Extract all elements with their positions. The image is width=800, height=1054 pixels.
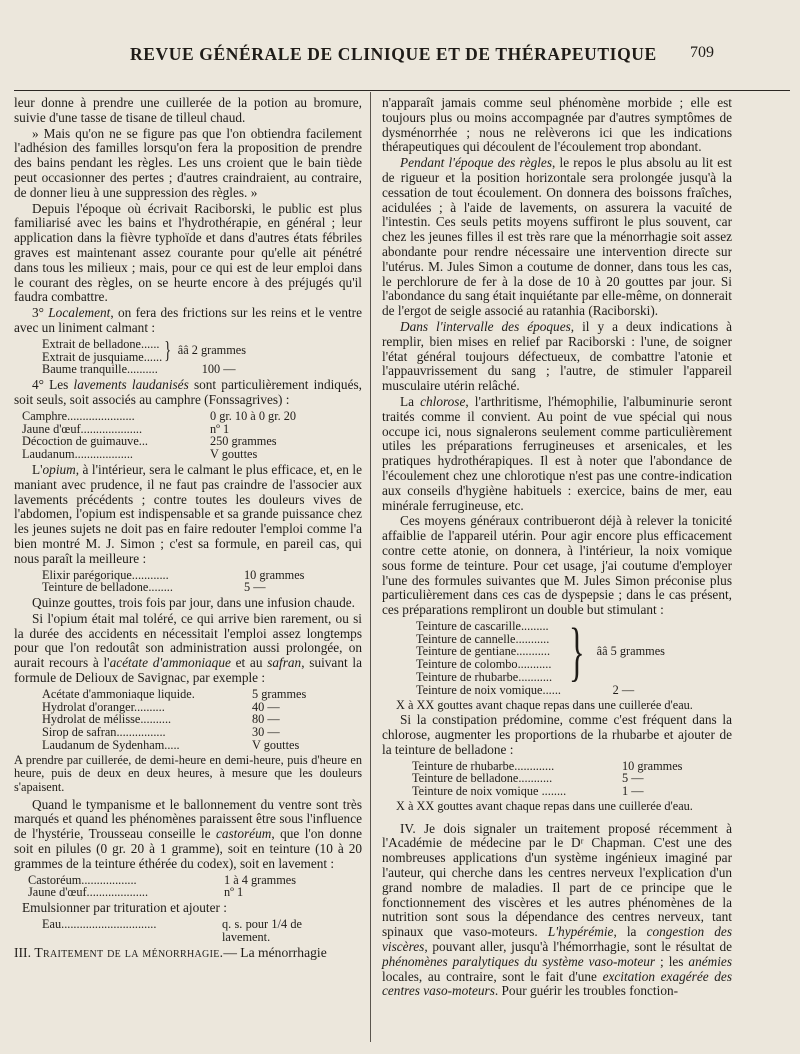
rx-item: Laudanum de Sydenham..... [42, 738, 180, 753]
rx-dose: V gouttes [252, 738, 300, 753]
prescription-opium [42, 569, 304, 595]
rx-item: Teinture de belladone........ [42, 580, 173, 595]
prescription-castoreum [28, 874, 296, 900]
rx-item: Extrait de jusquiame...... [42, 349, 163, 364]
column-divider [370, 92, 371, 1042]
prescription-acetate [42, 688, 306, 752]
rx-dose: 5 — [622, 771, 644, 786]
running-header [0, 40, 800, 72]
rx-item: Jaune d'œuf.................... [22, 421, 143, 436]
rx-item: Camphre...................... [22, 408, 135, 423]
rx-item: Décoction de guimauve... [22, 434, 149, 449]
rx-dose: 10 grammes [622, 758, 683, 773]
paragraph: Dans l'intervalle des époques, il y a deux indications à remplir, bien mises en relief par Raciborski : l'une, de soigner l'état général toujours défectueux, de combattre l'atonie et l'appauvrissement du sang ; l'autre, de stimuler l'appareil musculaire utérin relâché. [382, 318, 732, 394]
rx-item: Eau............................... [42, 917, 157, 932]
rx-dose: q. s. pour 1/4 de lavement. [222, 917, 302, 944]
rx-item: Elixir parégorique............ [42, 567, 169, 582]
rx-item: Hydrolat de mélisse.......... [42, 712, 172, 727]
rx-dose: 10 grammes [244, 567, 305, 582]
rx-note: X à XX gouttes avant chaque repas dans une cuillerée d'eau. [396, 697, 693, 712]
rx-item: Hydrolat d'oranger.......... [42, 699, 165, 714]
page-number: 709 [690, 44, 714, 61]
prescription-lavement [22, 410, 296, 461]
paragraph: La chlorose, l'arthritisme, l'hémophilie, l'albuminurie seront traités comme il convient. Au point de vue spécial qui nous occupe ici, nous signalerons seulement comme particulièrement utiles les préparations ferrugineuses et arsenicales, et les pratiques hydrothérapiques. Il est à noter que l'abondance de l'écoulement chez une chlorotique n'est pas une contre-indication aux conseils d'hygiène habituels : exercice, bains de mer, eau minérale ferrugineuse, etc. [382, 393, 732, 513]
rx-item: Teinture de colombo........... [416, 657, 552, 672]
rx-dose: 30 — [252, 725, 280, 740]
rx-item: Teinture de rhubarbe........... [416, 670, 553, 685]
rx-item: Teinture de noix vomique...... [416, 682, 561, 697]
rx-item: Teinture de gentiane........... [416, 644, 551, 659]
rx-item: Teinture de rhubarbe............. [412, 758, 555, 773]
prescription-teintures: Teinture de cascarille......... } ââ 5 grammes Teinture de cannelle........... Teinture de gentiane........... Teinture de colombo........... Teinture de rhubarbe........... Teinture de noix vomique...... 2 — [416, 614, 665, 697]
rx-item: Castoréum.................. [28, 872, 137, 887]
paragraph: Si la constipation prédomine, comme c'est fréquent dans la chlorose, augmenter les proportions de la rhubarbe et ajouter de la teinture de belladone : [382, 712, 732, 757]
paragraph: Ces moyens généraux contribueront déjà à relever la tonicité affaiblie de l'appareil utérin. Pour agir encore plus efficacement contre cette atonie, on donnera, à l'intérieur, la noix vomique sous forme de teinture. Pour cet usage, j'ai coutume d'employer l'une des formules suivantes que M. Jules Simon préconise plus particulièrement dans ces cas de dyspepsie ; dans le cas présent, ces préparations rempliront un double but stimulant : [382, 513, 732, 618]
rx-dose: 40 — [252, 699, 280, 714]
rx-dose: 100 — [201, 362, 236, 377]
paragraph: leur donne à prendre une cuillerée de la potion au bromure, suivie d'une tasse de tisane de tilleul chaud. [14, 95, 362, 125]
rx-item: Teinture de cannelle........... [416, 631, 550, 646]
rx-item: Teinture de cascarille......... [416, 618, 549, 633]
rx-item: Baume tranquille.......... [42, 362, 158, 377]
paragraph: Quand le tympanisme et le ballonnement du ventre sont très marqués et quand les phénomènes paraissent être sous l'influence de l'hystérie, Trousseau conseille le castoréum, que l'on donne soit en pilules (0 gr. 20 à 1 gramme), soit en teinture (10 à 20 grammes de la teinture éthérée du codex), soit en lavement : [14, 796, 362, 871]
header-rule [14, 90, 790, 91]
paragraph: Si l'opium était mal toléré, ce qui arrive bien rarement, ou si la durée des accidents en nécessitait l'emploi assez longtemps pour que l'on redoutât son administration aussi prolongée, on aurait recours à l'acétate d'ammoniaque et au safran, suivant la formule de Delioux de Savignac, par exemple : [14, 610, 362, 686]
paragraph: Depuis l'époque où écrivait Raciborski, le public est plus familiarisé avec les bains et l'hydrothérapie, en général ; leur application dans la fièvre typhoïde et dans d'autres états fébriles graves est maintenant assez courante pour qu'elle ait pénétré dans tous les milieux ; mais, pour ce qui est de leur emploi dans le courant des règles, on se heurte encore à des préjugés qu'il faudra combattre. [14, 200, 362, 305]
paragraph: IV. Je dois signaler un traitement proposé récemment à l'Académie de médecine par le Dʳ Chapman. C'est une des nombreuses applications d'un système ingénieux imaginé par l'auteur, qui cherche dans les centres nerveux l'explication d'un grand nombre de maladies. Il part de ce principe que le fonctionnement des viscères et les autres phénomènes de la nutrition sont sous la dépendance des centres nerveux, tant spinaux que vaso-moteurs. L'hypérémie, la congestion des viscères, pouvant aller, jusqu'à l'hémorrhagie, sont le résultat de phénomènes paralytiques du système vaso-moteur ; les anémies locales, au contraire, sont le fait d'une excitation exagérée des centres vaso-moteurs. Pour guérir les troubles fonction- [382, 820, 732, 999]
rx-item: Teinture de belladone........... [412, 771, 553, 786]
rx-dose: nº 1 [210, 421, 230, 436]
rx-dose: V gouttes [210, 447, 258, 462]
prescription-eau [42, 918, 302, 944]
prescription-rhubarbe [412, 760, 682, 798]
paragraph: Emulsionner par trituration et ajouter : [22, 900, 227, 916]
rx-dose: nº 1 [224, 885, 244, 900]
rx-item: Acétate d'ammoniaque liquide. [42, 686, 195, 701]
paragraph: A prendre par cuillerée, de demi-heure en demi-heure, puis d'heure en heure, puis de deux en deux heures, à mesure que les douleurs s'apaisent. [14, 752, 362, 795]
rx-note: X à XX gouttes avant chaque repas dans une cuillerée d'eau. [396, 799, 693, 814]
right-column [382, 96, 732, 1000]
paragraph: 3° Localement, on fera des frictions sur les reins et le ventre avec un liniment calmant : [14, 305, 363, 335]
rx-dose: 2 — [612, 682, 635, 697]
paragraph: » Mais qu'on ne se figure pas que l'on obtiendra facilement l'adhésion des familles lorsqu'on fera la proposition de prendre des bains pendant les règles. Les uns croient que le bain tiède peut occasionner des pertes ; d'autres craindraient, au contraire, de donner lieu à une suppression des règles. » [14, 125, 362, 200]
rx-dose: 1 à 4 grammes [224, 872, 297, 887]
rx-item: Sirop de safran................ [42, 725, 166, 740]
rx-item: Jaune d'œuf.................... [28, 885, 149, 900]
prescription-liniment: Extrait de belladone...... } ââ 2 grammes Extrait de jusquiame...... Baume tranquille.......... 100 — [42, 336, 247, 377]
left-column [14, 96, 362, 961]
rx-dose: 1 — [622, 784, 644, 799]
paragraph: L'opium, à l'intérieur, sera le calmant le plus efficace, et, en le maniant avec prudence, il ne faut pas craindre de l'associer aux lavements précédents ; contre toutes les douleurs vives de l'abdomen, l'opium est indispensable et sa grande puissance chez les jeunes sujets ne doit pas en faire redouter l'emploi comme l'a bien montré M. J. Simon ; c'est sa formule, en pareil cas, qui nous paraît la meilleure : [14, 461, 362, 566]
rx-dose: 5 grammes [252, 686, 307, 701]
rx-dose: 0 gr. 10 à 0 gr. 20 [210, 408, 297, 423]
journal-title: REVUE GÉNÉRALE DE CLINIQUE ET DE THÉRAPEUTIQUE [130, 44, 657, 64]
rx-dose: 80 — [252, 712, 280, 727]
rx-dose: ââ 5 grammes [596, 644, 665, 659]
paragraph: Quinze gouttes, trois fois par jour, dans une infusion chaude. [32, 595, 355, 611]
rx-item: Teinture de noix vomique ........ [412, 784, 567, 799]
paragraph: 4° Les lavements laudanisés sont particulièrement indiqués, soit seuls, soit associés au camphre (Fonssagrives) : [14, 377, 362, 407]
rx-item: Laudanum................... [22, 447, 133, 462]
section-heading: III. Traitement de la ménorrhagie.— La ménorrhagie [14, 944, 327, 960]
paragraph: n'apparaît jamais comme seul phénomène morbide ; elle est toujours plus ou moins accompagnée par d'autres symptômes de dysménorrhée ; nous ne relèverons ici que les indications thérapeutiques qui découlent de l'écoulement trop abondant. [382, 95, 732, 155]
rx-dose: 250 grammes [210, 434, 277, 449]
rx-item: Extrait de belladone...... [42, 336, 160, 351]
paragraph: Pendant l'époque des règles, le repos le plus absolu au lit est de rigueur et la position horizontale sera prolongée jusqu'à la cessation de tout écoulement. On donnera des boissons fraîches, acidulées ; à l'aide de lavements, on assurera la vacuité de l'intestin. Ces seuls petits moyens suffiront le plus souvent, car chez les jeunes filles il est très rare que la ménorrhagie soit assez abondante pour rendre nécessaire une intervention directe sur l'utérus. M. Jules Simon a coutume de donner, dans tous les cas, le perchlorure de fer à la dose de 10 à 20 gouttes par jour. Si l'abondance du sang était inquiétante par elle-même, on donnerait de l'ergot de seigle associé au ratanhia (Raciborski). [382, 155, 732, 319]
rx-dose: ââ 2 grammes [177, 343, 247, 358]
rx-dose: 5 — [244, 580, 266, 595]
